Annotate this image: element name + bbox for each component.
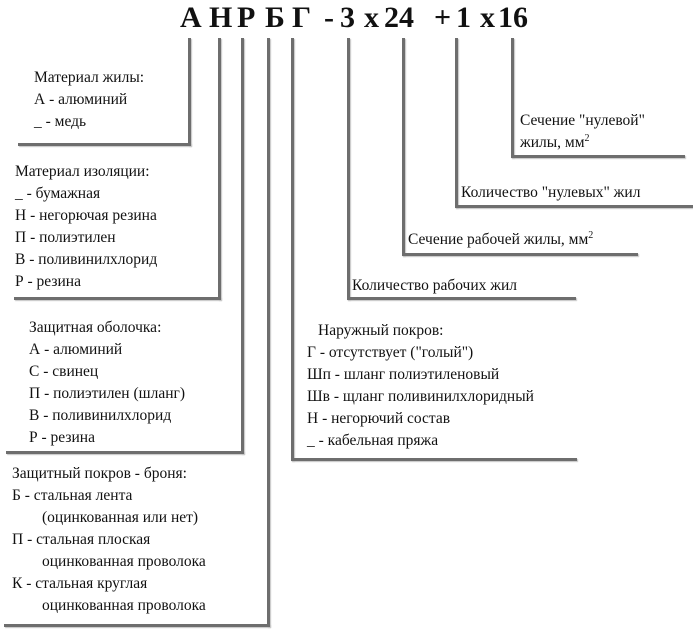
connector-sheath-horizontal [6,451,244,454]
armor-heading: Защитный покров - броня: [12,465,187,482]
connector-core-horizontal [18,143,191,146]
armor-item: оцинкованная проволока [42,597,206,614]
sheath-item: В - поливинилхлорид [29,407,172,424]
sheath-item: А - алюминий [29,341,123,358]
core-material-item: _ - медь [34,113,87,130]
core-material-item: А - алюминий [34,91,128,108]
neutral-core-section-label [520,110,645,154]
connector-working-count-horizontal [347,297,576,300]
code-letter-b: Б [265,1,285,34]
connector-outer-vertical [291,38,294,461]
code-x1: х [364,1,379,34]
cable-code-title [172,0,532,36]
outer-cover-item: Г - отсутствует ("голый") [307,344,474,361]
neutral-cores-count-text: Количество "нулевых" жил [461,184,641,201]
outer-cover-heading: Наружный покров: [318,322,444,339]
insulation-heading: Материал изоляции: [15,163,150,180]
code-dash: - [324,1,334,34]
outer-cover-item: Н - негорючий состав [307,410,451,427]
outer-cover-item: Шп - шланг полиэтиленовый [307,366,500,383]
connector-working-count-vertical [347,38,350,300]
connector-sheath-vertical [241,38,244,454]
neutral-core-section-line1: Сечение "нулевой" [520,112,645,129]
code-letter-r: Р [237,1,256,34]
insulation-item: Н - негорючая резина [15,207,157,224]
code-neutral-section: 16 [498,1,528,34]
sheath-item: С - свинец [29,363,99,380]
armor-item: К - стальная круглая [12,575,148,592]
armor-item: оцинкованная проволока [42,553,206,570]
armor-block [12,463,206,617]
code-letter-g: Г [292,1,312,34]
code-working-count: 3 [340,1,355,34]
connector-neutral-section-horizontal [511,155,685,158]
connector-working-section-horizontal [402,253,638,256]
armor-item: П - стальная плоская [12,531,151,548]
neutral-cores-count-label [461,182,640,204]
neutral-core-section-line2: жилы, мм [520,134,585,151]
protective-sheath-block [29,317,185,449]
armor-item: (оцинкованная или нет) [42,509,199,526]
working-cores-count-text: Количество рабочих жил [352,277,518,294]
insulation-item: П - полиэтилен [15,229,116,246]
working-core-section-text: Сечение рабочей жилы, мм [408,231,589,248]
working-core-section-label [408,229,593,251]
connector-neutral-count-vertical [455,38,458,208]
connector-insulation-vertical [218,38,221,300]
armor-item: Б - стальная лента [12,487,133,504]
connector-armor-horizontal [4,624,270,627]
outer-cover-item: Шв - щланг поливинилхлоридный [307,388,534,405]
connector-neutral-count-horizontal [455,205,693,208]
sheath-item: П - полиэтилен (шланг) [29,385,186,402]
code-neutral-count: 1 [456,1,471,34]
insulation-material-block [15,161,157,293]
connector-armor-vertical [267,38,270,627]
insulation-item: _ - бумажная [15,185,101,202]
sheath-item: Р - резина [29,429,95,446]
working-core-section-sup: 2 [588,230,594,241]
core-material-block [34,67,144,133]
neutral-core-section-sup: 2 [584,133,590,144]
connector-neutral-section-vertical [511,38,514,158]
insulation-item: В - поливинилхлорид [15,251,158,268]
code-plus: + [434,1,452,34]
connector-insulation-horizontal [14,297,221,300]
sheath-heading: Защитная оболочка: [29,319,162,336]
code-working-section: 24 [384,1,414,34]
code-x2: х [480,1,495,34]
code-letter-n: Н [209,1,233,34]
core-material-heading: Материал жилы: [34,69,145,86]
code-letter-a: А [180,1,202,34]
outer-cover-block [307,320,534,452]
outer-cover-item: _ - кабельная пряжа [307,432,439,449]
connector-working-section-vertical [402,38,405,256]
connector-core-vertical [188,38,191,146]
insulation-item: Р - резина [15,273,81,290]
connector-outer-horizontal [291,458,577,461]
working-cores-count-label [352,275,517,297]
